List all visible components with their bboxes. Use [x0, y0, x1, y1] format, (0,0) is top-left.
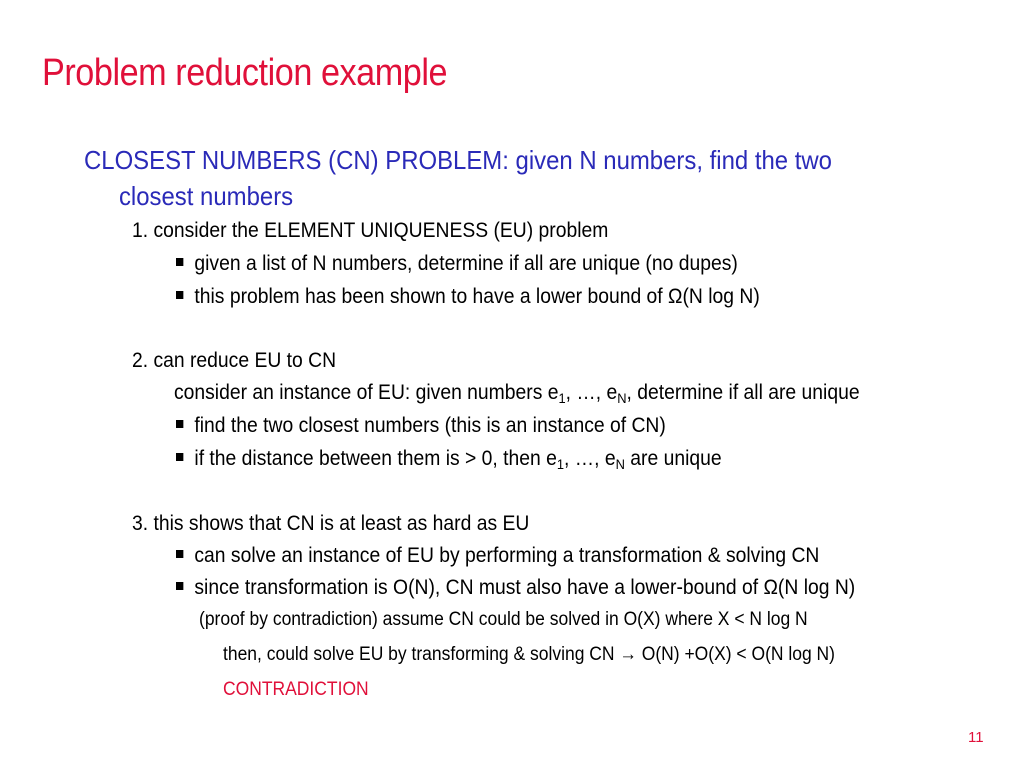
problem-heading: [84, 142, 912, 214]
then-text: O(N) +O(X) < O(N log N): [636, 644, 836, 665]
bullet-text: if the distance between them is > 0, then e: [194, 447, 557, 470]
step-3-label: 3. this shows that CN is at least as hard as EU: [132, 512, 530, 535]
square-bullet-icon: [176, 582, 183, 590]
bullet-text: given a list of N numbers, determine if all are unique (no dupes): [194, 252, 738, 275]
subscript: 1: [558, 390, 566, 406]
contradiction-label: CONTRADICTION: [223, 679, 369, 700]
step-2-bullet-2: [176, 446, 722, 472]
step-3-bullet-1: [176, 543, 819, 569]
bullet-text: are unique: [624, 447, 722, 470]
square-bullet-icon: [176, 258, 183, 266]
bullet-text: since transformation is O(N), CN must also have a lower-bound of Ω(N log N): [194, 576, 856, 599]
bullet-text: can solve an instance of EU by performing a transformation & solving CN: [194, 544, 820, 567]
instance-text: consider an instance of EU: given numbers e: [174, 381, 559, 404]
square-bullet-icon: [176, 453, 183, 461]
slide-title: Problem reduction example: [42, 52, 448, 94]
subscript: N: [615, 456, 625, 472]
square-bullet-icon: [176, 420, 183, 428]
step-1-bullet-2: [176, 284, 760, 310]
step-1-label: 1. consider the ELEMENT UNIQUENESS (EU) problem: [132, 219, 609, 242]
step-1-bullet-1: [176, 251, 738, 277]
step-2-bullet-1: [176, 413, 666, 439]
right-arrow-icon: →: [619, 644, 637, 665]
proof-line: (proof by contradiction) assume CN could be solved in O(X) where X < N log N: [199, 609, 808, 630]
subscript: N: [617, 390, 627, 406]
instance-text: , …, e: [565, 381, 618, 404]
bullet-text: , …, e: [564, 447, 616, 470]
heading-line-2: closest numbers: [118, 181, 294, 211]
then-line: [223, 642, 835, 668]
page-number: 11: [968, 729, 984, 746]
step-2-instance: [174, 380, 860, 406]
instance-text: , determine if all are unique: [626, 381, 860, 404]
bullet-text: find the two closest numbers (this is an instance of CN): [194, 414, 666, 437]
subscript: 1: [556, 456, 565, 472]
step-2-label: 2. can reduce EU to CN: [132, 349, 337, 372]
step-3-bullet-2: [176, 575, 855, 601]
then-text: then, could solve EU by transforming & solving CN: [223, 644, 620, 665]
heading-line-1: CLOSEST NUMBERS (CN) PROBLEM: given N numbers, find the two: [84, 145, 832, 175]
square-bullet-icon: [176, 291, 183, 299]
bullet-text: this problem has been shown to have a lower bound of Ω(N log N): [194, 285, 760, 308]
square-bullet-icon: [176, 550, 183, 558]
